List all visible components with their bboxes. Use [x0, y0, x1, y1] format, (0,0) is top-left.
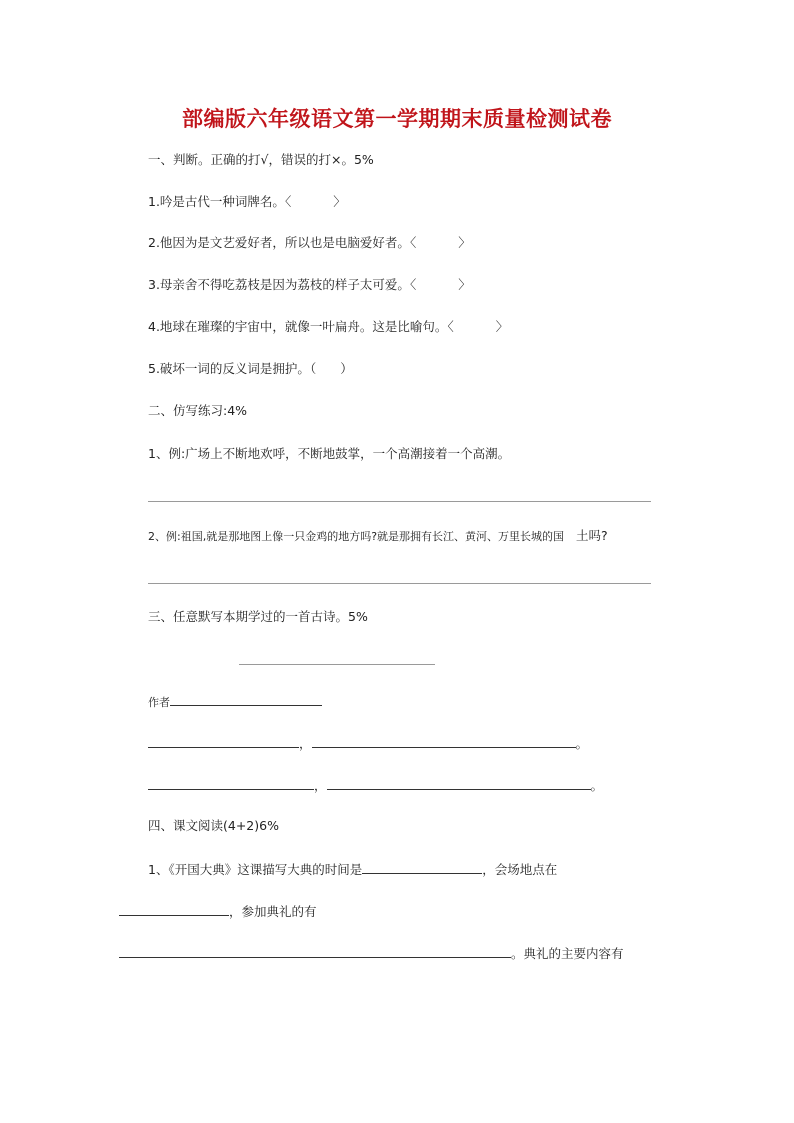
judgment-item-1 — [148, 194, 346, 210]
answer-bracket-open-4: 〈 — [447, 319, 454, 334]
imitation-question-2-text: 2、例:祖国,就是那地图上像一只金鸡的地方吗?就是那拥有长江、黄河、万里长城的国 — [148, 530, 565, 543]
imitation-question-1: 1、例:广场上不断地欢呼，不断地鼓掌，一个高潮接着一个高潮。 — [148, 446, 511, 461]
reading-question-1-row-3 — [119, 944, 624, 962]
judgment-text-1: 1.吟是古代一种词牌名。 — [148, 194, 285, 209]
answer-bracket-close-1: 〉 — [333, 194, 346, 209]
answer-line-imitation-2[interactable] — [148, 583, 651, 584]
judgment-text-3: 3.母亲舍不得吃荔枝是因为荔枝的样子太可爱。 — [148, 277, 410, 292]
reading-q1-part1: 1、《开国大典》这课描写大典的时间是 — [148, 862, 363, 877]
poem-line-1 — [148, 734, 588, 752]
answer-bracket-open-3: 〈 — [409, 277, 417, 292]
judgment-item-5 — [148, 361, 353, 377]
poem-line-2-comma: ， — [314, 778, 327, 793]
judgment-text-5: 5.破坏一词的反义词是拥护。 — [148, 361, 310, 376]
reading-q1-part4: 。典礼的主要内容有 — [511, 946, 624, 961]
reading-q1-attendees-blank[interactable] — [119, 944, 511, 958]
author-row — [148, 692, 322, 711]
poem-title-line[interactable] — [239, 664, 435, 665]
poem-line-1-first[interactable] — [148, 734, 299, 748]
answer-line-imitation-1[interactable] — [148, 501, 651, 502]
reading-question-1-row-2 — [119, 902, 317, 920]
section4-heading: 四、课文阅读(4+2)6% — [148, 818, 279, 833]
answer-paren-open-5: （ — [309, 361, 317, 376]
section2-heading: 二、仿写练习:4% — [148, 403, 248, 418]
section3-heading: 三、任意默写本期学过的一首古诗。5% — [148, 609, 368, 624]
judgment-text-2: 2.他因为是文艺爱好者，所以也是电脑爱好者。 — [148, 235, 410, 250]
poem-line-2-first[interactable] — [148, 776, 314, 790]
judgment-item-4 — [148, 319, 508, 335]
answer-bracket-close-2: 〉 — [458, 235, 471, 250]
answer-bracket-close-4: 〉 — [495, 319, 509, 334]
reading-q1-part3: ，参加典礼的有 — [229, 904, 317, 919]
imitation-question-2-tail: 土吗? — [576, 528, 608, 543]
reading-question-1-row-1 — [148, 860, 557, 878]
answer-paren-close-5: ） — [340, 361, 353, 376]
page-title: 部编版六年级语文第一学期期末质量检测试卷 — [182, 106, 612, 131]
answer-bracket-close-3: 〉 — [458, 277, 471, 292]
answer-bracket-open-1: 〈 — [284, 194, 292, 209]
judgment-item-3 — [148, 277, 471, 293]
poem-line-1-period: 。 — [575, 736, 589, 751]
poem-line-2 — [148, 776, 603, 794]
imitation-question-2 — [148, 528, 608, 545]
author-label: 作者 — [148, 696, 170, 709]
answer-bracket-open-2: 〈 — [409, 235, 417, 250]
reading-q1-time-blank[interactable] — [362, 860, 482, 874]
reading-q1-part2: ，会场地点在 — [482, 862, 558, 877]
poem-line-1-comma: ， — [299, 736, 312, 751]
judgment-text-4: 4.地球在璀璨的宇宙中，就像一叶扁舟。这是比喻句。 — [148, 319, 448, 334]
poem-line-2-second[interactable] — [327, 776, 591, 790]
poem-line-1-second[interactable] — [312, 734, 576, 748]
poem-line-2-period: 。 — [590, 778, 604, 793]
reading-q1-location-blank[interactable] — [119, 902, 229, 916]
section1-heading: 一、判断。正确的打√，错误的打×。5% — [148, 152, 374, 167]
author-input-line[interactable] — [170, 692, 322, 706]
judgment-item-2 — [148, 235, 471, 251]
